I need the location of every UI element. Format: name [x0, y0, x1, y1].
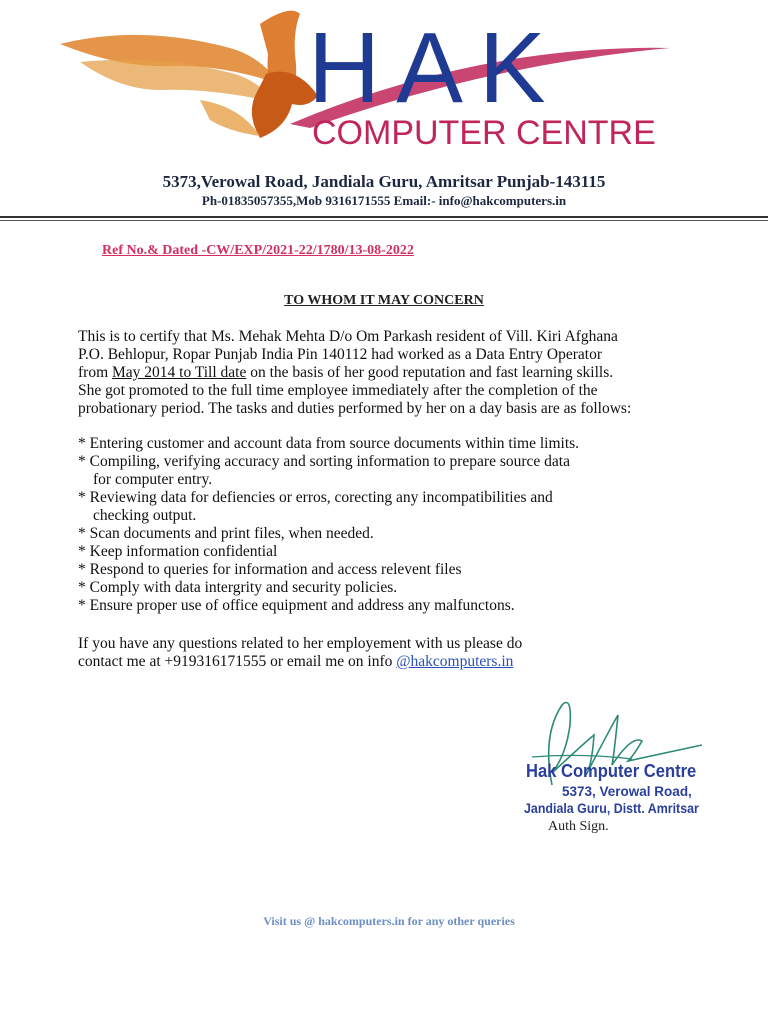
- list-item: * Ensure proper use of office equipment and address any malfunctons.: [78, 597, 515, 614]
- signature-block: [522, 695, 742, 845]
- list-item: [78, 489, 758, 525]
- stamp-address-line: 5373, Verowal Road,: [562, 784, 692, 799]
- reference-number: Ref No.& Dated -CW/EXP/2021-22/1780/13-08-2022: [102, 243, 414, 258]
- logo-wordmark: HAK: [308, 12, 562, 124]
- footer-note: Visit us @ hakcomputers.in for any other queries: [263, 914, 515, 928]
- intro-line: She got promoted to the full time employee immediately after the completion of the: [78, 382, 598, 399]
- eagle-tail: [200, 100, 260, 136]
- intro-text: from: [78, 364, 113, 381]
- stamp-company-name: Hak Computer Centre: [526, 761, 697, 781]
- intro-line: [78, 364, 758, 382]
- company-address: 5373,Verowal Road, Jandiala Guru, Amritsar Punjab-143115: [162, 172, 606, 191]
- closing-text: contact me at +919316171555 or email me on info: [78, 653, 397, 670]
- duties-list: [78, 435, 758, 615]
- stamp-address-line: Jandiala Guru, Distt. Amritsar: [524, 801, 699, 816]
- closing-line: [78, 653, 758, 671]
- list-item-continuation: checking output.: [93, 507, 197, 524]
- list-item: * Respond to queries for information and access relevent files: [78, 561, 462, 578]
- intro-text: on the basis of her good reputation and fast learning skills.: [246, 364, 614, 381]
- intro-line: probationary period. The tasks and duties performed by her on a day basis are as follows:: [78, 400, 632, 417]
- email-link[interactable]: @hakcomputers.in: [396, 653, 514, 670]
- header-divider: [0, 216, 768, 218]
- company-contact: Ph-01835057355,Mob 9316171555 Email:- info@hakcomputers.in: [201, 193, 567, 208]
- list-item-text: * Compiling, verifying accuracy and sorting information to prepare source data: [78, 453, 570, 470]
- list-item: * Entering customer and account data from source documents within time limits.: [78, 435, 580, 452]
- list-item: [78, 453, 758, 489]
- header-divider-thin: [0, 220, 768, 221]
- list-item: * Comply with data intergrity and security policies.: [78, 579, 398, 596]
- closing-line: If you have any questions related to her employement with us please do: [78, 635, 523, 652]
- letter-heading: TO WHOM IT MAY CONCERN: [284, 293, 484, 308]
- logo-subtitle: COMPUTER CENTRE: [312, 114, 656, 152]
- intro-paragraph: [78, 328, 758, 418]
- list-item: * Scan documents and print files, when needed.: [78, 525, 374, 542]
- company-logo: [60, 4, 740, 164]
- intro-line: This is to certify that Ms. Mehak Mehta D/o Om Parkash resident of Vill. Kiri Afghana: [78, 328, 618, 345]
- list-item-text: * Reviewing data for defiencies or erros, corecting any incompatibilities and: [78, 489, 553, 506]
- employment-dates: May 2014 to Till date: [112, 364, 247, 381]
- intro-line: P.O. Behlopur, Ropar Punjab India Pin 140112 had worked as a Data Entry Operator: [78, 346, 602, 363]
- list-item-continuation: for computer entry.: [93, 471, 213, 488]
- auth-sign-label: Auth Sign.: [548, 819, 609, 834]
- closing-paragraph: [78, 635, 758, 671]
- list-item: * Keep information confidential: [78, 543, 278, 560]
